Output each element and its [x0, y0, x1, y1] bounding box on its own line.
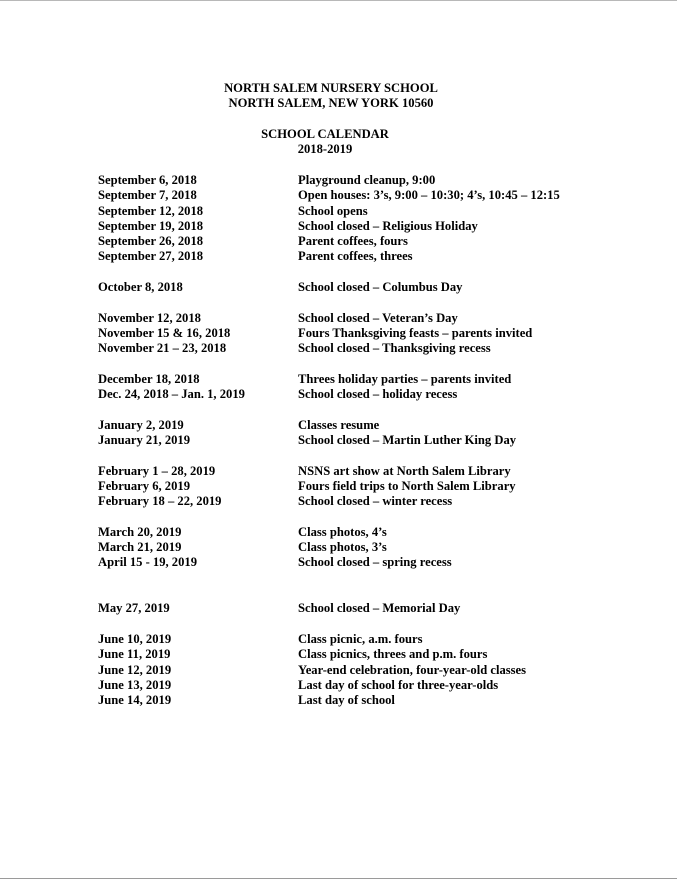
- event-description: Parent coffees, fours: [298, 234, 408, 249]
- calendar-row: [98, 326, 658, 341]
- calendar-row: [98, 234, 658, 249]
- event-date: January 21, 2019: [98, 433, 191, 448]
- calendar-row: [98, 418, 658, 433]
- calendar-row: [98, 311, 658, 326]
- event-description: School closed – Martin Luther King Day: [298, 433, 517, 448]
- event-date: June 11, 2019: [98, 647, 171, 662]
- calendar-row: [98, 540, 658, 555]
- event-description: School closed – Columbus Day: [298, 280, 463, 295]
- group-spacer: [98, 571, 658, 602]
- event-date: February 18 – 22, 2019: [98, 494, 222, 509]
- calendar-row: [98, 678, 658, 693]
- event-date: Dec. 24, 2018 – Jan. 1, 2019: [98, 387, 245, 402]
- event-description: Threes holiday parties – parents invited: [298, 371, 512, 386]
- event-date: February 6, 2019: [98, 478, 190, 493]
- school-header: [131, 81, 531, 112]
- group-spacer: [98, 357, 658, 372]
- event-date: December 18, 2018: [98, 371, 200, 386]
- event-date: September 7, 2018: [98, 188, 197, 203]
- event-description: School closed – Religious Holiday: [298, 218, 478, 233]
- calendar-row: [98, 601, 658, 616]
- group-spacer: [98, 510, 658, 525]
- event-description: Year-end celebration, four-year-old classes: [298, 662, 527, 677]
- event-date: September 12, 2018: [98, 203, 204, 218]
- calendar-row: [98, 632, 658, 647]
- page-top-border: [0, 0, 677, 1]
- calendar-row: [98, 387, 658, 402]
- event-description: Class photos, 4’s: [298, 524, 387, 539]
- calendar-row: [98, 663, 658, 678]
- calendar-row: [98, 693, 658, 708]
- event-description: Fours Thanksgiving feasts – parents invited: [298, 325, 533, 340]
- event-date: May 27, 2019: [98, 601, 170, 616]
- event-description: Parent coffees, threes: [298, 249, 413, 264]
- school-name: NORTH SALEM NURSERY SCHOOL: [224, 81, 438, 95]
- event-description: School closed – spring recess: [298, 555, 452, 570]
- school-year: 2018-2019: [297, 142, 353, 157]
- event-description: Class picnic, a.m. fours: [298, 631, 423, 646]
- calendar-header: [125, 127, 525, 158]
- group-spacer: [98, 265, 658, 280]
- calendar-row: [98, 219, 658, 234]
- page-bottom-border: [0, 878, 677, 879]
- event-date: June 14, 2019: [98, 693, 172, 708]
- event-date: June 10, 2019: [98, 631, 172, 646]
- calendar-row: [98, 525, 658, 540]
- event-description: Fours field trips to North Salem Library: [298, 478, 516, 493]
- calendar-row: [98, 173, 658, 188]
- calendar-row: [98, 280, 658, 295]
- event-description: School closed – Memorial Day: [298, 601, 461, 616]
- event-description: Playground cleanup, 9:00: [298, 173, 436, 187]
- event-date: January 2, 2019: [98, 417, 184, 432]
- event-date: November 12, 2018: [98, 310, 201, 325]
- event-date: March 21, 2019: [98, 540, 182, 555]
- event-description: Class photos, 3’s: [298, 540, 387, 555]
- group-spacer: [98, 402, 658, 417]
- event-date: September 19, 2018: [98, 218, 204, 233]
- event-date: September 27, 2018: [98, 249, 204, 264]
- calendar-row: [98, 555, 658, 570]
- event-date: June 13, 2019: [98, 677, 172, 692]
- event-description: Open houses: 3’s, 9:00 – 10:30; 4’s, 10:45 – 12:15: [298, 188, 560, 203]
- event-description: School closed – Thanksgiving recess: [298, 341, 491, 356]
- event-description: School opens: [298, 203, 368, 218]
- event-date: October 8, 2018: [98, 280, 183, 295]
- event-date: November 15 & 16, 2018: [98, 325, 231, 340]
- event-date: September 26, 2018: [98, 234, 204, 249]
- calendar-row: [98, 372, 658, 387]
- event-description: Class picnics, threes and p.m. fours: [298, 647, 488, 662]
- calendar-row: [98, 647, 658, 662]
- event-description: School closed – winter recess: [298, 494, 453, 509]
- calendar-row: [98, 341, 658, 356]
- calendar-row: [98, 204, 658, 219]
- calendar-row: [98, 249, 658, 264]
- group-spacer: [98, 448, 658, 463]
- calendar-row: [98, 464, 658, 479]
- event-date: April 15 - 19, 2019: [98, 555, 197, 570]
- event-date: February 1 – 28, 2019: [98, 463, 216, 478]
- calendar-row: [98, 494, 658, 509]
- event-date: June 12, 2019: [98, 662, 172, 677]
- calendar-title: SCHOOL CALENDAR: [261, 127, 389, 141]
- calendar-row: [98, 188, 658, 203]
- calendar-row: [98, 433, 658, 448]
- calendar-row: [98, 479, 658, 494]
- event-description: School closed – Veteran’s Day: [298, 310, 458, 325]
- group-spacer: [98, 295, 658, 310]
- event-date: September 6, 2018: [98, 173, 197, 187]
- event-description: Classes resume: [298, 417, 380, 432]
- event-date: March 20, 2019: [98, 524, 182, 539]
- school-address: NORTH SALEM, NEW YORK 10560: [228, 96, 434, 111]
- event-description: Last day of school for three-year-olds: [298, 677, 499, 692]
- calendar-list: [98, 173, 658, 708]
- group-spacer: [98, 617, 658, 632]
- event-description: Last day of school: [298, 693, 395, 708]
- event-description: School closed – holiday recess: [298, 387, 458, 402]
- event-description: NSNS art show at North Salem Library: [298, 463, 511, 478]
- event-date: November 21 – 23, 2018: [98, 341, 227, 356]
